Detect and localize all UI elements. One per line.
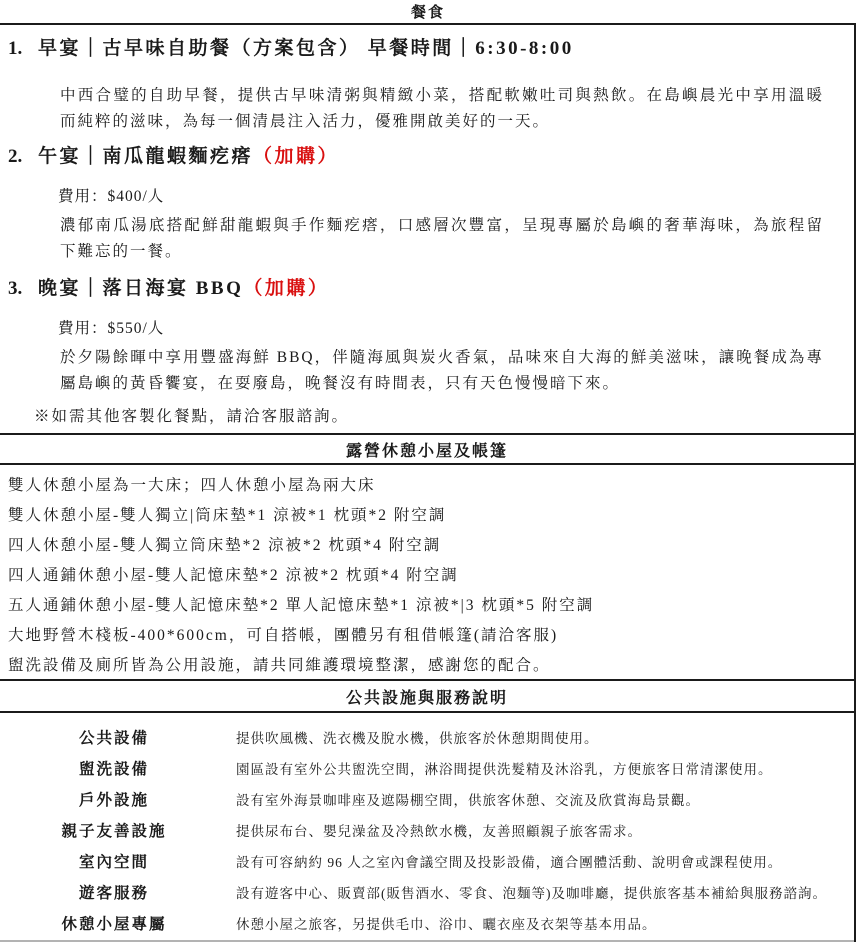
facility-row <box>0 876 854 907</box>
camping-line: 四人通鋪休憩小屋-雙人記憶床墊*2 涼被*2 枕頭*4 附空調 <box>8 567 459 584</box>
facility-description: 園區設有室外公共盥洗空間，淋浴間提供洗髮精及沐浴乳，方便旅客日常清潔使用。 <box>236 761 773 777</box>
camping-line: 大地野營木棧板-400*600cm，可自搭帳，團體另有租借帳篷(請洽客服) <box>8 627 559 644</box>
camping-line: 盥洗設備及廁所皆為公用設施，請共同維護環境整潔，感謝您的配合。 <box>8 657 551 674</box>
meal-item-2-addon-tag: （加購） <box>253 146 340 167</box>
meals-section <box>0 25 854 433</box>
camping-line: 雙人休憩小屋為一大床；四人休憩小屋為兩大床 <box>8 477 376 494</box>
facility-label: 休憩小屋專屬 <box>61 915 167 933</box>
facility-description: 提供吹風機、洗衣機及脫水機，供旅客於休憩期間使用。 <box>236 730 599 746</box>
meal-item-3-fee: 費用：$550/人 <box>58 320 165 337</box>
document-table <box>0 25 856 942</box>
meal-item-1-heading <box>8 37 854 61</box>
facility-label: 公共設備 <box>78 729 149 747</box>
meal-item-1-title: 早宴｜古早味自助餐（方案包含） 早餐時間｜6:30-8:00 <box>38 38 574 59</box>
facility-row <box>0 845 854 876</box>
facility-label: 遊客服務 <box>78 884 149 902</box>
meal-item-2-title: 午宴｜南瓜龍蝦麵疙瘩 <box>38 146 254 167</box>
camping-section-title: 露營休憩小屋及帳篷 <box>0 433 854 465</box>
facilities-section <box>0 713 854 942</box>
meal-item-2-fee: 費用：$400/人 <box>58 188 165 205</box>
facility-description: 休憩小屋之旅客，另提供毛巾、浴巾、曬衣座及衣架等基本用品。 <box>236 916 657 932</box>
meal-item-2-number: 2. <box>8 146 23 167</box>
camping-section <box>0 465 854 679</box>
meal-item-3-addon-tag: （加購） <box>243 278 330 299</box>
facility-description: 設有遊客中心、販賣部(販售酒水、零食、泡麵等)及咖啡廳，提供旅客基本補給與服務諮詢。 <box>236 885 827 901</box>
meals-section-title: 餐食 <box>0 0 856 25</box>
facility-description: 設有可容納約 96 人之室內會議空間及投影設備，適合團體活動、說明會或課程使用。 <box>236 854 783 870</box>
facility-row <box>0 752 854 783</box>
facility-row <box>0 721 854 752</box>
facility-description: 提供尿布台、嬰兒澡盆及冷熱飲水機，友善照顧親子旅客需求。 <box>236 823 642 839</box>
facility-row <box>0 783 854 814</box>
camping-line: 五人通鋪休憩小屋-雙人記憶床墊*2 單人記憶床墊*1 涼被*|3 枕頭*5 附空調 <box>8 597 595 614</box>
facility-description: 設有室外海景咖啡座及遮陽棚空間，供旅客休憩、交流及欣賞海島景觀。 <box>236 792 700 808</box>
meal-item-2-heading <box>8 145 854 169</box>
facility-label: 親子友善設施 <box>61 822 167 840</box>
camping-line: 四人休憩小屋-雙人獨立筒床墊*2 涼被*2 枕頭*4 附空調 <box>8 537 442 554</box>
facility-row <box>0 814 854 845</box>
meal-item-2-description: 濃郁南瓜湯底搭配鮮甜龍蝦與手作麵疙瘩，口感層次豐富，呈現專屬於島嶼的奢華海味，為旅程留下難忘的一餐。 <box>60 217 824 260</box>
facility-row <box>0 907 854 938</box>
camping-line: 雙人休憩小屋-雙人獨立|筒床墊*1 涼被*1 枕頭*2 附空調 <box>8 507 447 524</box>
facilities-section-title: 公共設施與服務說明 <box>0 679 854 713</box>
facility-label: 室內空間 <box>78 853 149 871</box>
meal-item-3-description: 於夕陽餘暉中享用豐盛海鮮 BBQ，伴隨海風與炭火香氣，品味來自大海的鮮美滋味，讓晚餐成為專屬島嶼的黃昏饗宴，在耍廢島，晚餐沒有時間表，只有天色慢慢暗下來。 <box>60 349 824 392</box>
meal-item-3-number: 3. <box>8 278 23 299</box>
facility-label: 盥洗設備 <box>78 760 149 778</box>
meal-item-1-number: 1. <box>8 38 23 59</box>
facility-label: 戶外設施 <box>78 791 149 809</box>
meal-item-1-description: 中西合璧的自助早餐，提供古早味清粥與精緻小菜，搭配軟嫩吐司與熱飲。在島嶼晨光中享用溫暖而純粹的滋味，為每一個清晨注入活力，優雅開啟美好的一天。 <box>60 87 824 130</box>
custom-meal-note: ※如需其他客製化餐點，請洽客服諮詢。 <box>34 408 350 425</box>
meal-item-3-title: 晚宴｜落日海宴 BBQ <box>38 278 244 299</box>
meal-item-3-heading <box>8 277 854 301</box>
